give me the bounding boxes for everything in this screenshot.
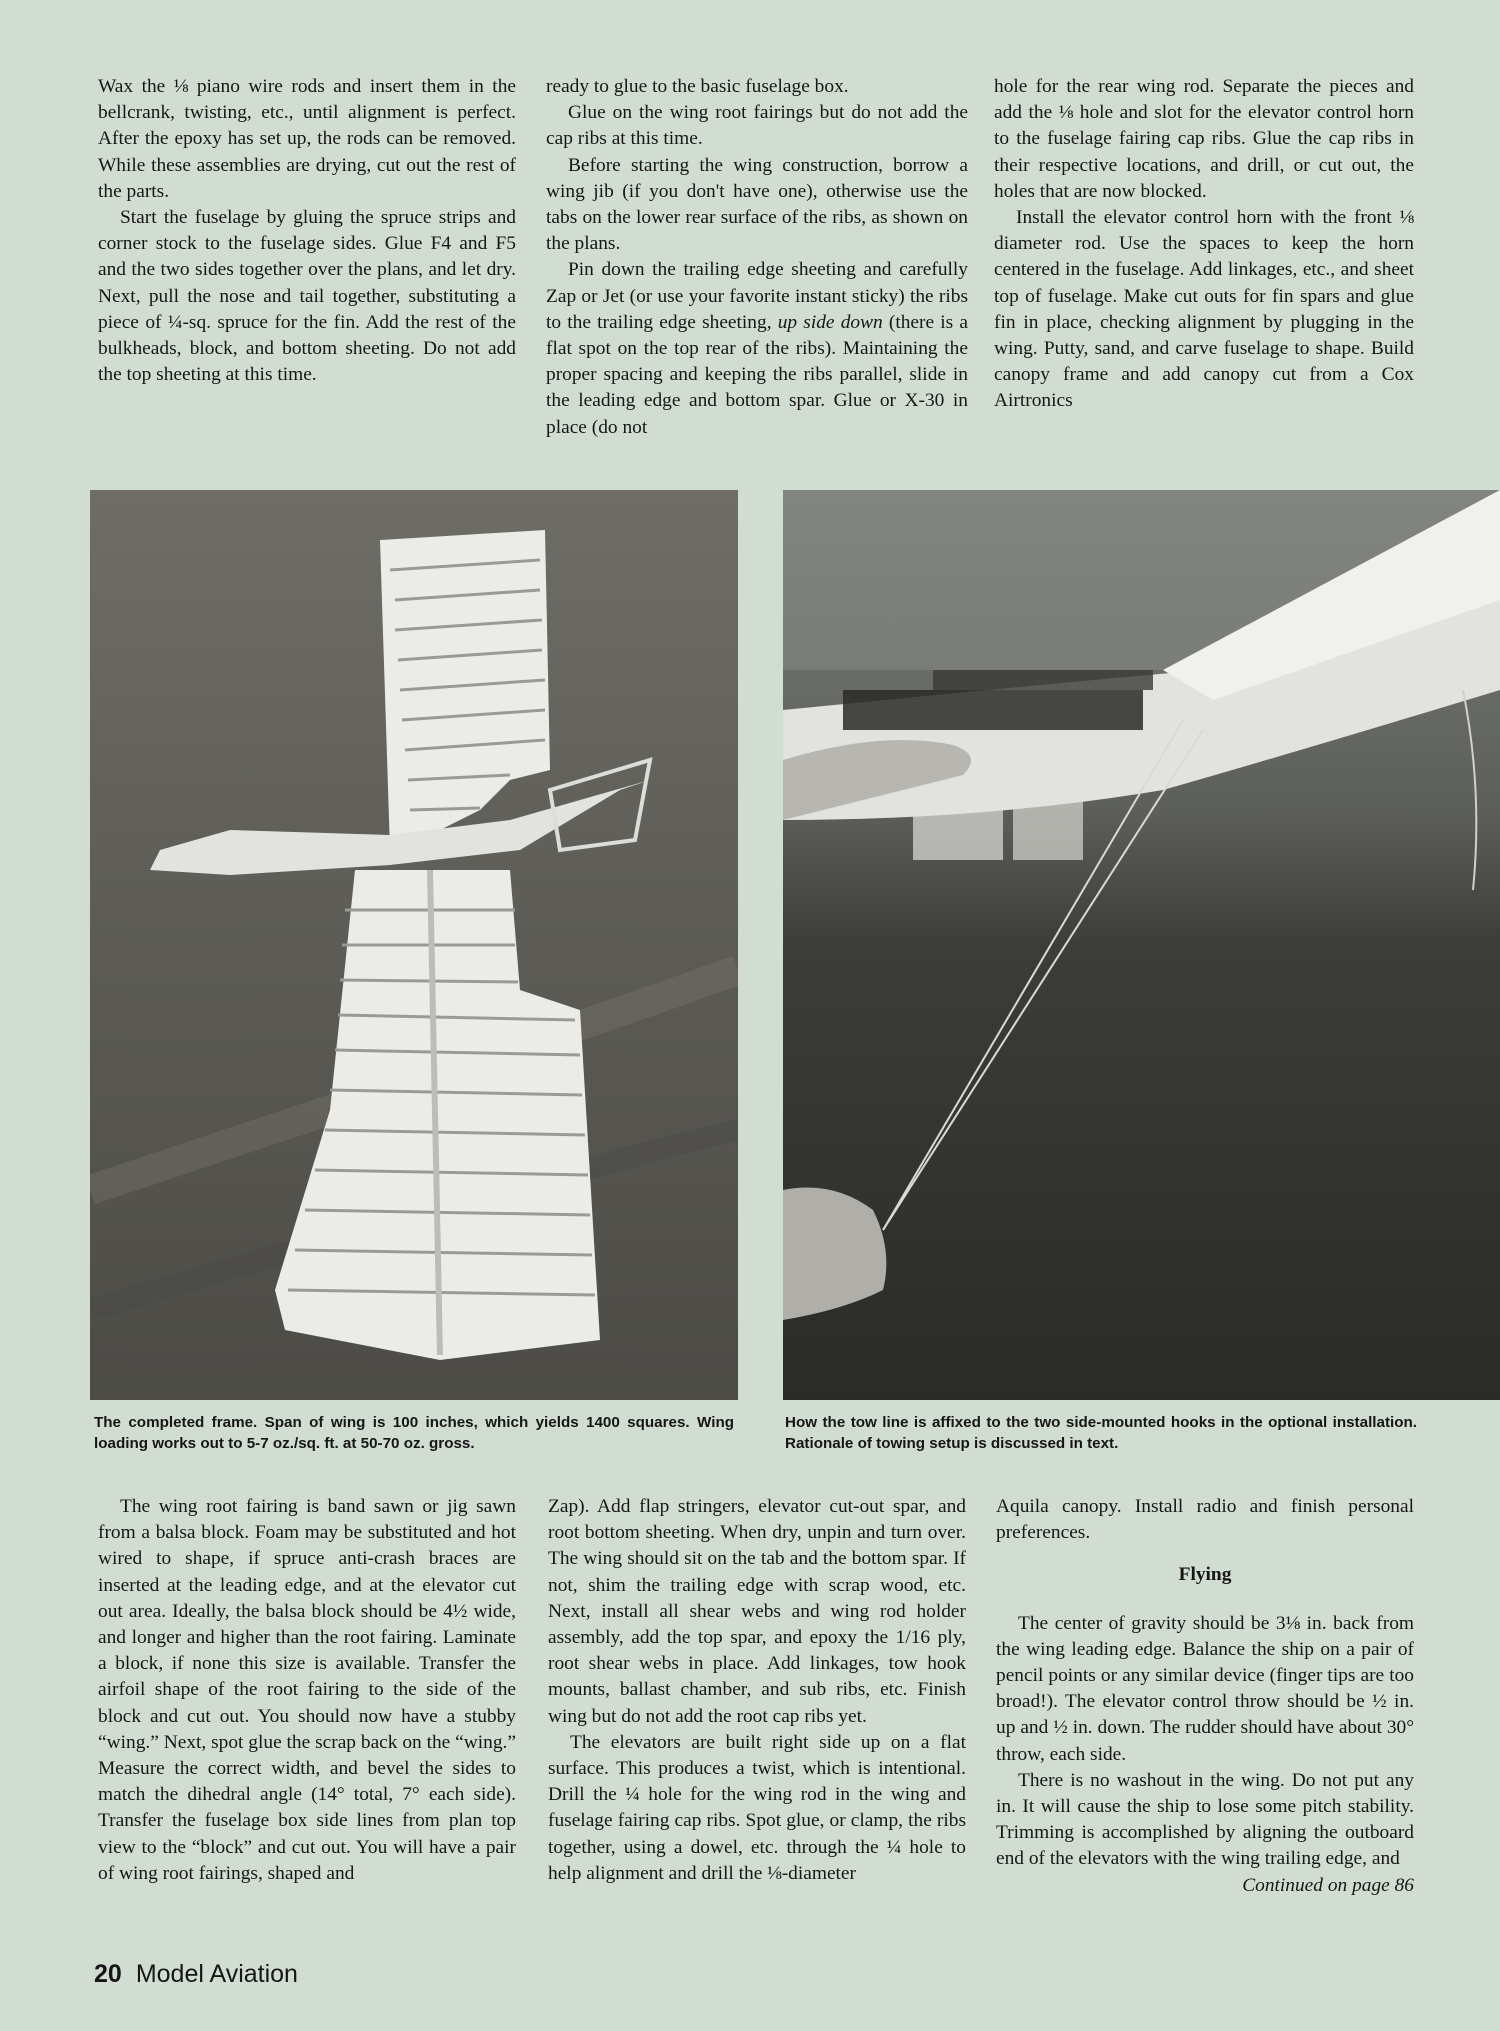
paragraph: There is no washout in the wing. Do not put any in. It will cause the ship to lose some pitch stability. Trimming is accomplished by aligning the outboard end of the elevators with the wing trailing edge, and xyxy=(996,1769,1414,1870)
paragraph: The elevators are built right side up on a flat surface. This produces a twist, which is intentional. Drill the ¼ hole for the wing rod in the wing and fuselage fairing cap ribs. Spot glue, or clamp, the ribs together, using a dowel, etc. through the ¼ hole to help alignment and drill the ⅛-diameter xyxy=(548,1731,966,1884)
magazine-name: Model Aviation xyxy=(135,1960,298,1988)
photo-tow-line xyxy=(783,490,1500,1400)
continued-link[interactable]: Continued on page 86 xyxy=(1242,1874,1414,1896)
top-column-3 xyxy=(994,74,1414,415)
paragraph: Wax the ⅛ piano wire rods and insert them in the bellcrank, twisting, etc., until alignment is perfect. After the epoxy has set up, the rods can be removed. While these assemblies are drying, cut out the rest of the parts. xyxy=(98,76,516,202)
bottom-column-2 xyxy=(548,1494,966,1887)
top-column-1 xyxy=(98,74,516,388)
paragraph: ready to glue to the basic fuselage box. xyxy=(546,76,849,97)
page-number: 20 xyxy=(94,1960,122,1988)
paragraph: Zap). Add flap stringers, elevator cut-out spar, and root bottom sheeting. When dry, unpin and turn over. The wing should sit on the tab and the bottom spar. If not, shim the trailing edge with scrap wood, etc. Next, install all shear webs and wing rod holder assembly, add the top spar, and epoxy the 1/16 ply, root shear webs in place. Add linkages, tow hook mounts, ballast chamber, and sub ribs, etc. Finish wing but do not add the root cap ribs yet. xyxy=(548,1496,966,1727)
paragraph: hole for the rear wing rod. Separate the pieces and add the ⅛ hole and slot for the elevator control horn to the fuselage fairing cap ribs. Glue the cap ribs in their respective locations, and drill, or cut out, the holes that are now blocked. xyxy=(994,76,1414,202)
caption-completed-frame: The completed frame. Span of wing is 100 inches, which yields 1400 squares. Wing loading works out to 5-7 oz./sq. ft. at 50-70 oz. gross. xyxy=(94,1414,734,1452)
paragraph: The wing root fairing is band sawn or jig sawn from a balsa block. Foam may be substituted and hot wired to shape, if spruce anti-crash braces are inserted at the leading edge, and at the elevator cut out area. Ideally, the balsa block should be 4½ wide, and longer and higher than the root fairing. Laminate a block, if none this size is available. Transfer the airfoil shape of the root fairing to the side of the block and cut out. You should now have a stubby “wing.” Next, spot glue the scrap back on the “wing.” Measure the correct width, and bevel the sides to match the dihedral angle (14° total, 7° each side). Transfer the fuselage box side lines from plan top view to the “block” and cut out. You will have a pair of wing root fairings, shaped and xyxy=(98,1496,516,1884)
photo-tow-line-image xyxy=(783,490,1500,1400)
paragraph: Aquila canopy. Install radio and finish personal preferences. xyxy=(996,1496,1414,1544)
paragraph: Before starting the wing construction, borrow a wing jib (if you don't have one), otherwise use the tabs on the lower rear surface of the ribs, as shown on the plans. xyxy=(546,154,968,255)
paragraph: Glue on the wing root fairings but do not add the cap ribs at this time. xyxy=(546,102,968,150)
bottom-column-1 xyxy=(98,1494,516,1887)
section-heading-flying: Flying xyxy=(1178,1564,1232,1586)
paragraph-with-emphasis xyxy=(546,257,968,440)
paragraph: Start the fuselage by gluing the spruce strips and corner stock to the fuselage sides. Glue F4 and F5 and the two sides together over the plans, and let dry. Next, pull the nose and tail together, substituting a piece of ¼-sq. spruce for the fin. Add the rest of the bulkheads, block, and bottom sheeting. Do not add the top sheeting at this time. xyxy=(98,207,516,386)
caption-tow-line: How the tow line is affixed to the two side-mounted hooks in the optional installation. Rationale of towing setup is discussed in text. xyxy=(785,1414,1417,1452)
paragraph: The center of gravity should be 3⅛ in. back from the wing leading edge. Balance the ship on a pair of pencil points or any similar device (finger tips are too broad!). The elevator control throw should be ½ in. up and ½ in. down. The rudder should have about 30° throw, each side. xyxy=(996,1612,1414,1765)
page-folio xyxy=(94,1960,298,1989)
emphasis-text: up side down xyxy=(777,311,883,333)
text-run: (there is a flat spot on the top rear of the ribs). Maintaining the proper spacing and keeping the ribs parallel, slide in the leading edge and bottom spar. Glue or X-30 in place (do not xyxy=(546,311,968,438)
top-column-2 xyxy=(546,74,968,441)
paragraph: Install the elevator control horn with the front ⅛ diameter rod. Use the spaces to keep the horn centered in the fuselage. Add linkages, etc., and sheet top of fuselage. Make cut outs for fin spars and glue fin in place, checking alignment by plugging in the wing. Putty, sand, and carve fuselage to shape. Build canopy frame and add canopy cut from a Cox Airtronics xyxy=(994,207,1414,412)
bottom-column-3 xyxy=(996,1494,1414,1899)
photo-completed-frame xyxy=(90,490,738,1400)
photo-completed-frame-image xyxy=(90,490,738,1400)
text-run: Pin down the trailing edge sheeting and carefully Zap or Jet (or use your favorite instant sticky) the ribs to the trailing edge sheeting, xyxy=(546,259,968,333)
